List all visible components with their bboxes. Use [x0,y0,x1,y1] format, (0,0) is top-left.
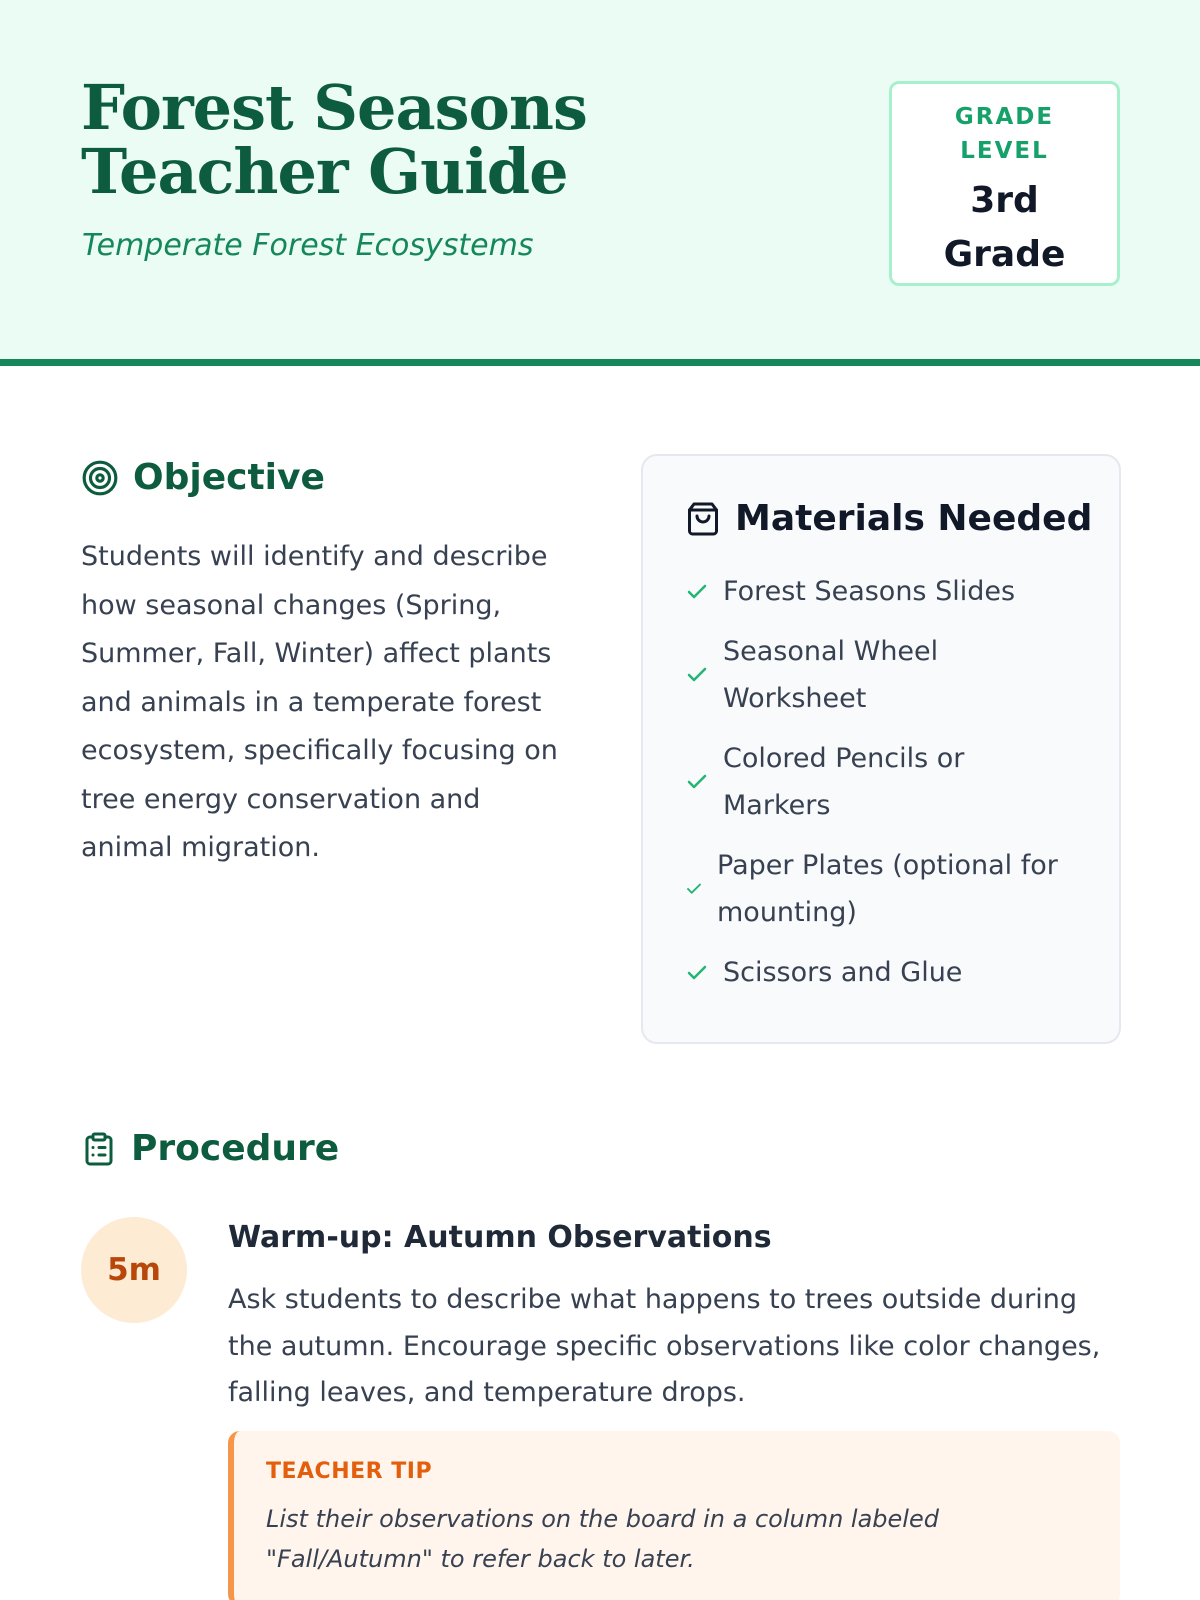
check-icon [685,961,723,985]
materials-heading-text: Materials Needed [735,498,1093,539]
check-icon [685,580,723,604]
target-icon [81,459,119,497]
step-description: Ask students to describe what happens to trees outside during the autumn. Encourage specific observations like color changes, falling leaves, and temperature drops. [228,1284,1101,1408]
objective-heading-text: Objective [133,457,325,498]
teacher-tip-text: List their observations on the board in a column labeled "Fall/Autumn" to refer back to later. [266,1505,939,1573]
objective-text: Students will identify and describe how seasonal changes (Spring, Summer, Fall, Winter) affect plants and animals in a temperate forest ecosystem, specifically focusing on tree energy conservation and animal migration. [81,541,558,863]
page-subtitle: Temperate Forest Ecosystems [82,228,534,263]
list-item [685,628,1095,722]
list-item [685,568,1095,615]
list-item [685,949,1095,996]
list-item [685,842,1095,936]
materials-card [641,454,1121,1044]
step-title: Warm-up: Autumn Observations [228,1220,772,1255]
materials-list [685,568,1095,1009]
material-label: Scissors and Glue [723,957,963,988]
clipboard-list-icon [81,1129,117,1169]
check-icon [685,770,723,794]
procedure-heading [81,1128,339,1169]
header [0,0,1200,366]
list-item [685,735,1095,829]
materials-heading [685,498,1092,539]
shopping-bag-icon [685,500,721,538]
grade-level-card [889,81,1120,286]
grade-level-label: GRADE LEVEL [954,104,1055,164]
grade-level-value: 3rd Grade [943,180,1066,275]
material-label: Seasonal Wheel Worksheet [723,636,939,714]
teacher-tip-label: TEACHER TIP [266,1459,433,1484]
material-label: Paper Plates (optional for mounting) [717,850,1058,928]
material-label: Forest Seasons Slides [723,576,1016,607]
teacher-tip-callout [228,1431,1120,1600]
step-duration-badge: 5m [81,1217,187,1323]
check-icon [685,663,723,687]
check-icon [685,880,717,898]
page-title: Forest Seasons Teacher Guide [81,71,587,208]
objective-heading [81,457,325,498]
procedure-heading-text: Procedure [131,1128,340,1169]
material-label: Colored Pencils or Markers [723,743,965,821]
